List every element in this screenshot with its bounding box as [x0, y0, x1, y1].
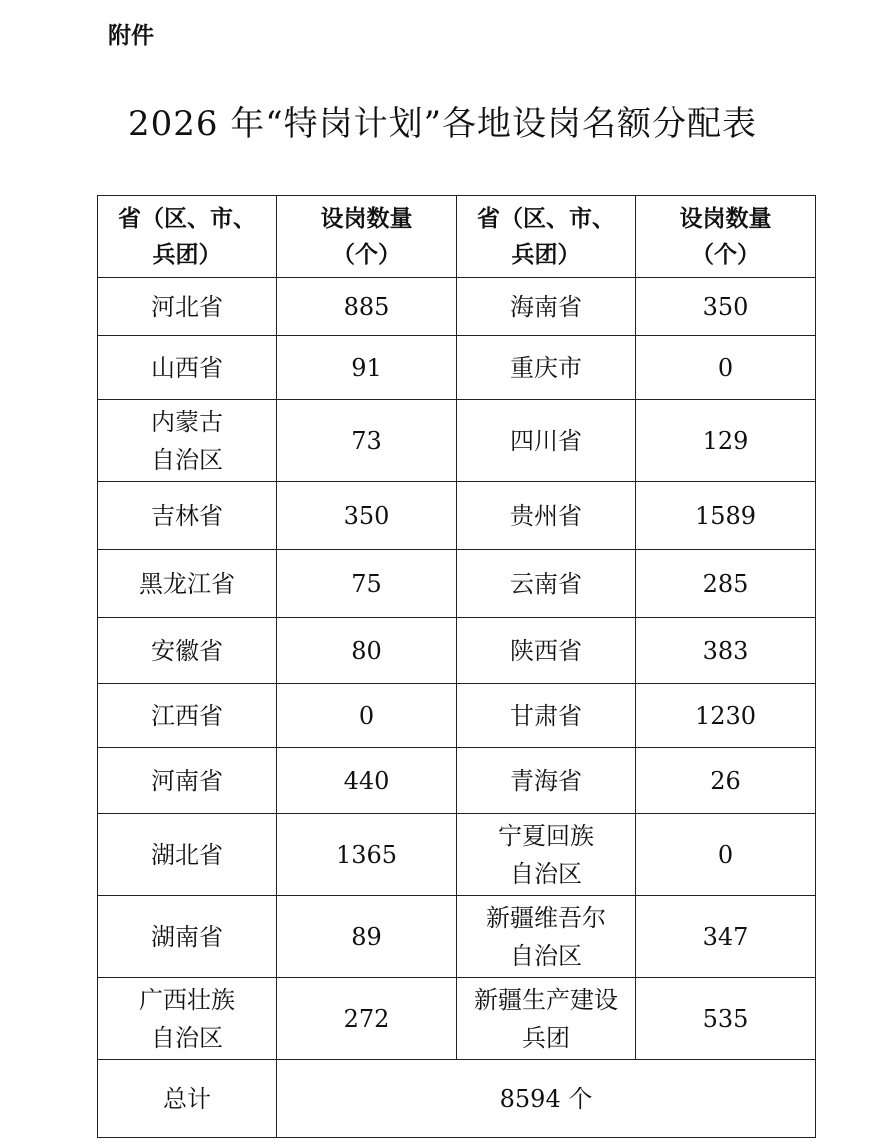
total-row — [98, 1060, 816, 1138]
left-region-cell: 广西壮族 自治区 — [98, 978, 277, 1060]
left-region-cell: 安徽省 — [98, 618, 277, 684]
table-row — [98, 278, 816, 336]
right-region-cell: 新疆生产建设 兵团 — [457, 978, 636, 1060]
table-row — [98, 618, 816, 684]
left-region-cell: 湖南省 — [98, 896, 277, 978]
right-region-cell: 陕西省 — [457, 618, 636, 684]
table-row — [98, 814, 816, 896]
right-region-cell: 宁夏回族 自治区 — [457, 814, 636, 896]
total-value: 8594 个 — [277, 1060, 816, 1138]
attachment-label: 附件 — [108, 23, 154, 49]
left-region-cell: 江西省 — [98, 684, 277, 748]
left-region-cell: 内蒙古 自治区 — [98, 400, 277, 482]
right-count-cell: 129 — [636, 400, 816, 482]
right-count-cell: 0 — [636, 814, 816, 896]
right-region-cell: 重庆市 — [457, 336, 636, 400]
right-region-cell: 贵州省 — [457, 482, 636, 550]
right-region-cell: 四川省 — [457, 400, 636, 482]
table-row — [98, 748, 816, 814]
right-region-cell: 甘肃省 — [457, 684, 636, 748]
quota-table — [97, 195, 816, 1138]
left-count-cell: 0 — [277, 684, 457, 748]
right-region-cell: 云南省 — [457, 550, 636, 618]
page-title: 2026 年“特岗计划”各地设岗名额分配表 — [127, 104, 758, 144]
left-count-cell: 272 — [277, 978, 457, 1060]
left-count-cell: 885 — [277, 278, 457, 336]
left-region-cell: 河北省 — [98, 278, 277, 336]
right-count-cell: 26 — [636, 748, 816, 814]
right-count-cell: 1589 — [636, 482, 816, 550]
header-region-left: 省（区、市、 兵团） — [98, 196, 277, 278]
table-row — [98, 550, 816, 618]
table-row — [98, 400, 816, 482]
table-header-row — [98, 196, 816, 278]
left-region-cell: 山西省 — [98, 336, 277, 400]
right-count-cell: 285 — [636, 550, 816, 618]
table-row — [98, 684, 816, 748]
right-count-cell: 383 — [636, 618, 816, 684]
right-region-cell: 海南省 — [457, 278, 636, 336]
left-count-cell: 350 — [277, 482, 457, 550]
right-count-cell: 350 — [636, 278, 816, 336]
header-count-left: 设岗数量 （个） — [277, 196, 457, 278]
table-row — [98, 896, 816, 978]
left-region-cell: 吉林省 — [98, 482, 277, 550]
table-row — [98, 978, 816, 1060]
table-body — [98, 278, 816, 1060]
left-count-cell: 89 — [277, 896, 457, 978]
right-region-cell: 青海省 — [457, 748, 636, 814]
left-region-cell: 湖北省 — [98, 814, 277, 896]
left-count-cell: 91 — [277, 336, 457, 400]
right-count-cell: 0 — [636, 336, 816, 400]
right-region-cell: 新疆维吾尔 自治区 — [457, 896, 636, 978]
left-count-cell: 80 — [277, 618, 457, 684]
left-region-cell: 黑龙江省 — [98, 550, 277, 618]
left-count-cell: 1365 — [277, 814, 457, 896]
right-count-cell: 1230 — [636, 684, 816, 748]
left-count-cell: 73 — [277, 400, 457, 482]
table-row — [98, 482, 816, 550]
total-label: 总计 — [98, 1060, 277, 1138]
left-region-cell: 河南省 — [98, 748, 277, 814]
header-region-right: 省（区、市、 兵团） — [457, 196, 636, 278]
right-count-cell: 347 — [636, 896, 816, 978]
left-count-cell: 75 — [277, 550, 457, 618]
header-count-right: 设岗数量 （个） — [636, 196, 816, 278]
left-count-cell: 440 — [277, 748, 457, 814]
right-count-cell: 535 — [636, 978, 816, 1060]
table-row — [98, 336, 816, 400]
